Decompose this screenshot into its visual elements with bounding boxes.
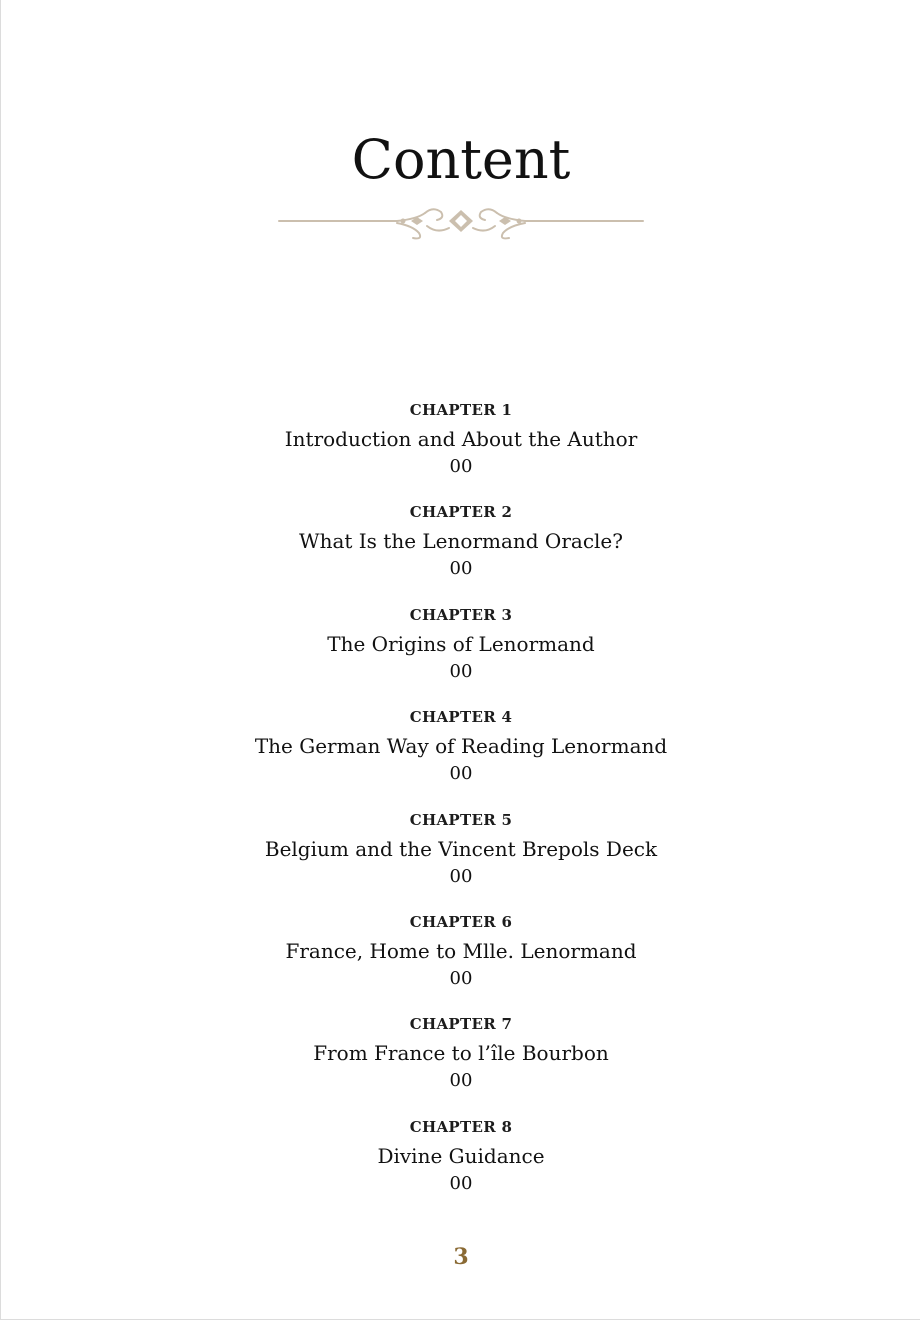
toc-entry[interactable] bbox=[1, 1014, 920, 1116]
chapter-page: 00 bbox=[449, 865, 473, 887]
chapter-number: CHAPTER 8 bbox=[409, 1117, 513, 1136]
chapter-number: CHAPTER 6 bbox=[409, 912, 513, 931]
chapter-title: The German Way of Reading Lenormand bbox=[254, 734, 668, 759]
chapter-page: 00 bbox=[449, 763, 473, 785]
chapter-page: 00 bbox=[449, 660, 473, 682]
page-number: 3 bbox=[453, 1244, 469, 1270]
chapter-page: 00 bbox=[449, 1070, 473, 1092]
chapter-title: Belgium and the Vincent Brepols Deck bbox=[264, 836, 658, 861]
chapter-number: CHAPTER 4 bbox=[409, 708, 513, 727]
toc-entry[interactable] bbox=[1, 605, 920, 707]
toc-entry[interactable] bbox=[1, 912, 920, 1014]
chapter-page: 00 bbox=[449, 558, 473, 580]
chapter-page: 00 bbox=[449, 967, 473, 989]
chapter-title: France, Home to Mlle. Lenormand bbox=[285, 938, 637, 963]
chapter-title: The Origins of Lenormand bbox=[327, 631, 595, 656]
chapter-number: CHAPTER 2 bbox=[409, 503, 513, 522]
chapter-title: What Is the Lenormand Oracle? bbox=[299, 529, 623, 554]
chapter-number: CHAPTER 3 bbox=[409, 605, 513, 624]
chapter-number: CHAPTER 5 bbox=[409, 810, 513, 829]
toc-entry[interactable] bbox=[1, 810, 920, 912]
chapter-page: 00 bbox=[449, 1172, 473, 1194]
chapter-number: CHAPTER 7 bbox=[409, 1015, 513, 1034]
flourish-divider-icon bbox=[277, 200, 645, 244]
toc-entry[interactable] bbox=[1, 707, 920, 809]
chapter-page: 00 bbox=[449, 456, 473, 477]
page-title: Content bbox=[351, 128, 571, 191]
toc-entry[interactable] bbox=[1, 400, 920, 502]
toc-entry[interactable] bbox=[1, 502, 920, 604]
chapter-title: Divine Guidance bbox=[377, 1143, 545, 1168]
table-of-contents bbox=[1, 400, 920, 1219]
toc-entry[interactable] bbox=[1, 1117, 920, 1219]
chapter-number: CHAPTER 1 bbox=[409, 401, 513, 419]
chapter-title: Introduction and About the Author bbox=[284, 427, 638, 451]
chapter-title: From France to l’île Bourbon bbox=[313, 1041, 609, 1066]
